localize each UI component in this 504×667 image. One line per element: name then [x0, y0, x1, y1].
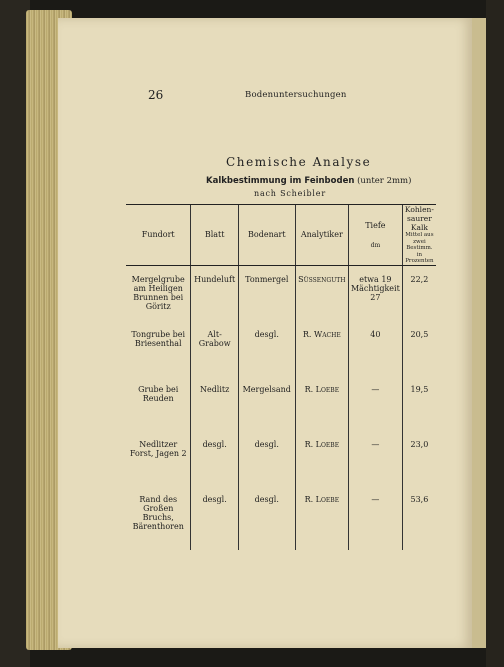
section-title: Chemische Analyse: [226, 155, 372, 169]
right-page-edge: [472, 18, 486, 648]
fundort-cell: Grube bei Reuden: [138, 384, 179, 403]
table-row: [126, 495, 436, 550]
tiefe-cell: —: [348, 440, 402, 495]
analytiker-cell: R. Loebe: [295, 495, 348, 550]
tiefe-cell: etwa 19 Mächtigkeit 27: [348, 265, 402, 330]
header-tiefe-label: Tiefe: [365, 220, 386, 230]
kalk-cell: 22,2: [402, 265, 436, 330]
table-row: [126, 440, 436, 495]
header-kalk: [402, 205, 436, 266]
header-tiefe: [348, 205, 402, 266]
blatt-cell: Hundeluft: [191, 265, 238, 330]
fundort-cell: Rand des Großen Bruchs, Bärenthoren: [132, 494, 184, 531]
analytiker-cell: R. Loebe: [295, 385, 348, 440]
bodenart-cell: desgl.: [238, 495, 295, 550]
kalk-cell: 23,0: [402, 440, 436, 495]
bodenart-cell: Mergelsand: [238, 385, 295, 440]
table-row: [126, 385, 436, 440]
blatt-cell: Alt-Grabow: [191, 330, 238, 385]
header-fundort: Fundort: [126, 205, 191, 266]
bodenart-cell: desgl.: [238, 440, 295, 495]
bodenart-cell: Tonmergel: [238, 265, 295, 330]
fundort-cell: Nedlitzer Forst, Jagen 2: [129, 439, 187, 458]
header-bodenart: Bodenart: [238, 205, 295, 266]
kalk-cell: 19,5: [402, 385, 436, 440]
kalk-cell: 20,5: [402, 330, 436, 385]
kalk-cell: 53,6: [402, 495, 436, 550]
analytiker-cell: R. Wache: [295, 330, 348, 385]
bodenart-cell: desgl.: [238, 330, 295, 385]
table-header-row: [126, 205, 436, 266]
blatt-cell: desgl.: [191, 495, 238, 550]
right-shadow: [486, 0, 504, 667]
analysis-table: [126, 204, 436, 550]
page-number: 26: [148, 88, 164, 102]
tiefe-cell: —: [348, 495, 402, 550]
analytiker-cell: R. Loebe: [295, 440, 348, 495]
subtitle-bold: Kalkbestimmung im Feinboden: [206, 176, 355, 186]
tiefe-cell: —: [348, 385, 402, 440]
header-tiefe-unit: dm: [370, 241, 381, 249]
tiefe-cell: 40: [348, 330, 402, 385]
header-analytiker: Analytiker: [295, 205, 348, 266]
fundort-cell: Mergelgrube am Heiligen Brunnen bei Göritz: [131, 274, 185, 311]
header-kalk-label: Kohlen-saurer Kalk: [404, 205, 434, 232]
table-row: [126, 265, 436, 330]
subtitle-rest: (unter 2mm): [357, 176, 412, 186]
table-row: [126, 330, 436, 385]
section-subtitle: [206, 176, 412, 186]
blatt-cell: desgl.: [191, 440, 238, 495]
method-note: nach Scheibler: [254, 189, 326, 198]
running-head: Bodenuntersuchungen: [245, 90, 347, 100]
fundort-cell: Tongrube bei Briesenthal: [131, 329, 186, 348]
header-blatt: Blatt: [191, 205, 238, 266]
header-kalk-note: Mittel aus zwei Bestimm. in Prozenten: [405, 232, 434, 264]
blatt-cell: Nedlitz: [191, 385, 238, 440]
analytiker-cell: Süssenguth: [295, 265, 348, 330]
